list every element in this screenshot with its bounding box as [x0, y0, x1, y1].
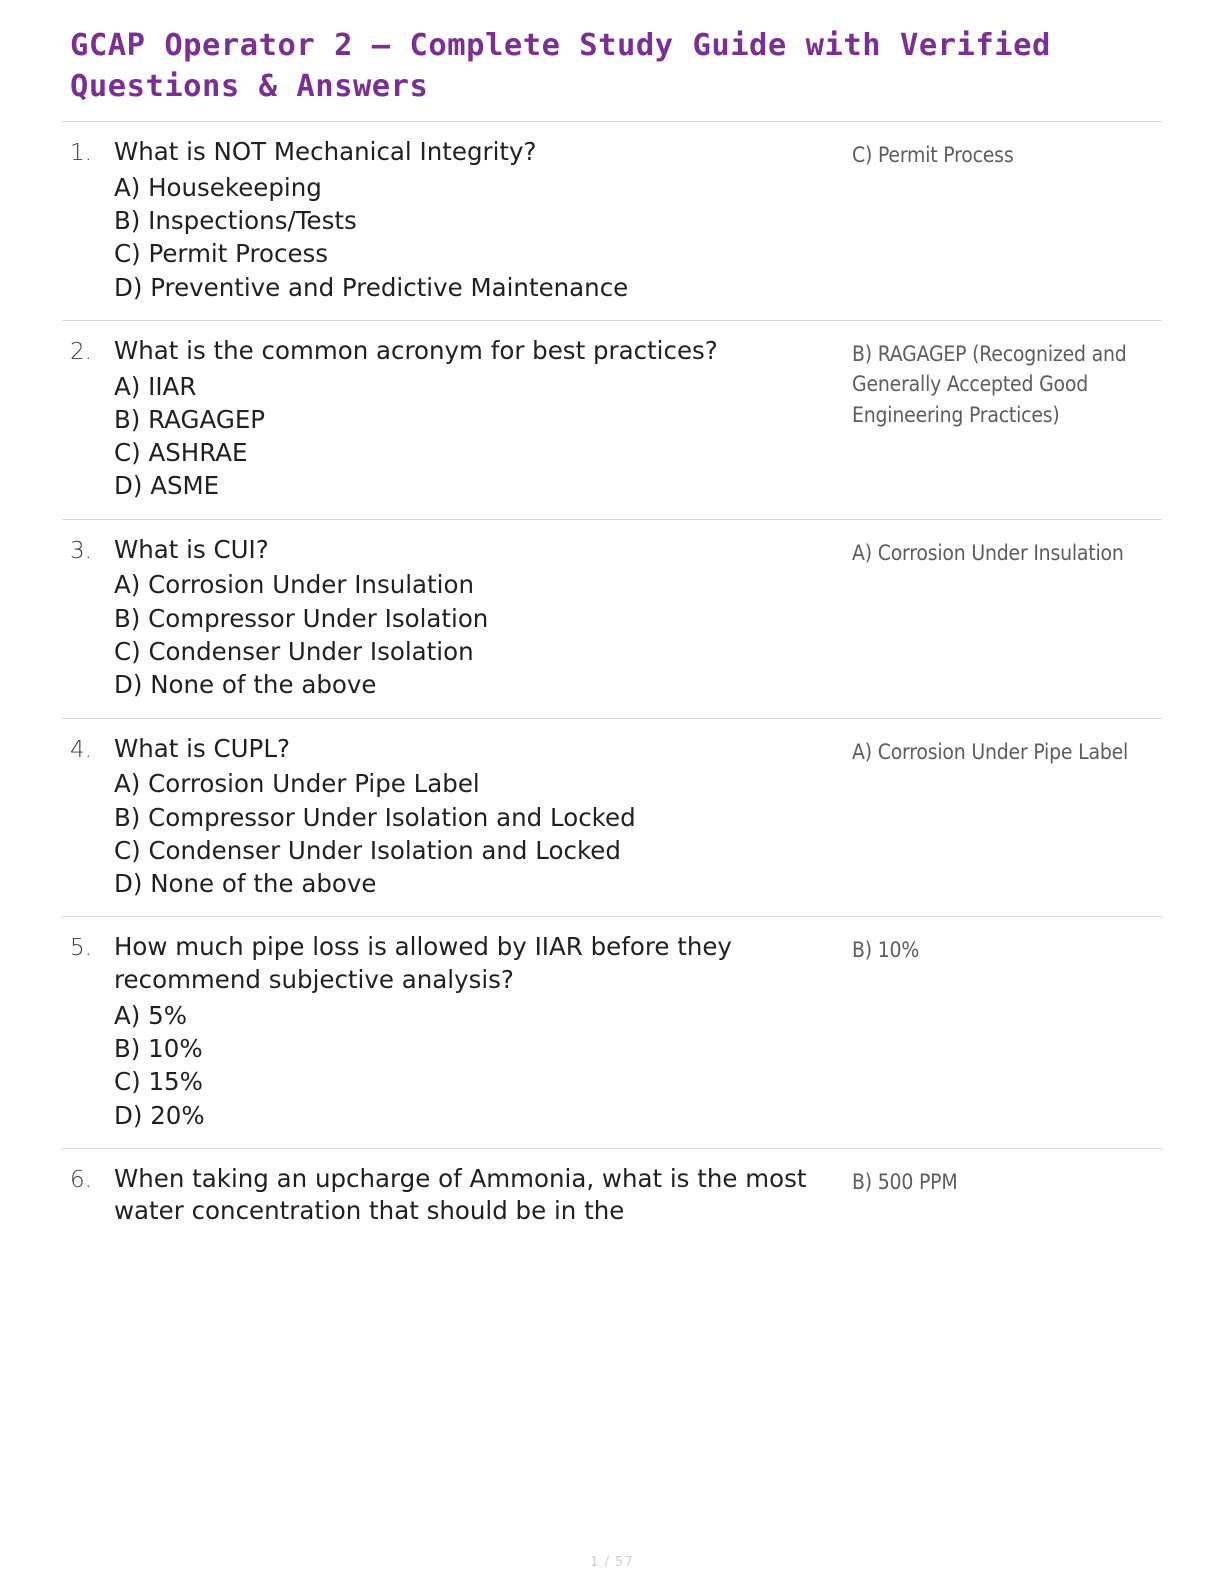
answer-option[interactable]: A) IIAR: [114, 371, 197, 401]
answer-option[interactable]: B) Inspections/Tests: [114, 206, 357, 236]
answer-option[interactable]: B) Compressor Under Isolation and Locked: [114, 802, 636, 832]
question-list: [62, 121, 1162, 1246]
answer-option[interactable]: A) Corrosion Under Pipe Label: [114, 769, 480, 799]
question-body: [114, 1163, 852, 1230]
answer-option[interactable]: C) Condenser Under Isolation and Locked: [114, 835, 621, 865]
answer-option[interactable]: D) 20%: [114, 1100, 205, 1130]
answer-option[interactable]: B) RAGAGEP: [114, 404, 266, 434]
correct-answer: B) RAGAGEP (Recognized and Generally Accepted Good Engineering Practices): [852, 341, 1127, 427]
answer-option[interactable]: A) Housekeeping: [114, 172, 322, 202]
answer-option[interactable]: B) 10%: [114, 1033, 203, 1063]
question-body: [114, 733, 852, 901]
question-body: [114, 335, 852, 503]
question-number: 4.: [70, 736, 92, 763]
answer-option[interactable]: A) 5%: [114, 1000, 187, 1030]
page-number-footer: 1 / 57: [590, 1555, 634, 1570]
answer-option[interactable]: C) Permit Process: [114, 239, 329, 269]
question-text: What is NOT Mechanical Integrity?: [114, 137, 537, 167]
question-text: How much pipe loss is allowed by IIAR before they recommend subjective analysis?: [114, 932, 732, 995]
correct-answer: A) Corrosion Under Pipe Label: [852, 739, 1129, 764]
question-text: What is CUI?: [114, 534, 269, 564]
question-item: [62, 121, 1162, 320]
question-number: 5.: [70, 935, 92, 962]
question-number: 1.: [70, 140, 92, 167]
question-text: When taking an upcharge of Ammonia, what is the most water concentration that should be in the: [114, 1163, 807, 1226]
answer-option[interactable]: D) Preventive and Predictive Maintenance: [114, 272, 629, 302]
question-number: 2.: [70, 338, 92, 365]
question-body: [114, 534, 852, 702]
correct-answer: A) Corrosion Under Insulation: [852, 540, 1124, 565]
question-text: What is the common acronym for best practices?: [114, 335, 718, 365]
correct-answer: C) Permit Process: [852, 143, 1014, 168]
question-item: [62, 1148, 1162, 1246]
question-text: What is CUPL?: [114, 733, 290, 763]
answer-option[interactable]: C) 15%: [114, 1067, 203, 1097]
question-item: [62, 916, 1162, 1147]
question-item: [62, 320, 1162, 519]
answer-option[interactable]: D) ASME: [114, 471, 220, 501]
question-number: 3.: [70, 537, 92, 564]
answer-option[interactable]: A) Corrosion Under Insulation: [114, 570, 474, 600]
correct-answer: B) 500 PPM: [852, 1169, 958, 1194]
answer-option[interactable]: B) Compressor Under Isolation: [114, 603, 489, 633]
question-item: [62, 519, 1162, 718]
question-body: [114, 931, 852, 1131]
question-item: [62, 718, 1162, 917]
question-body: [114, 136, 852, 304]
question-number: 6.: [70, 1166, 92, 1193]
answer-option[interactable]: C) ASHRAE: [114, 438, 248, 468]
answer-option[interactable]: C) Condenser Under Isolation: [114, 636, 474, 666]
page-title: GCAP Operator 2 – Complete Study Guide with Verified Questions & Answers: [70, 28, 1051, 104]
answer-option[interactable]: D) None of the above: [114, 869, 377, 899]
answer-option[interactable]: D) None of the above: [114, 670, 377, 700]
correct-answer: B) 10%: [852, 938, 920, 963]
